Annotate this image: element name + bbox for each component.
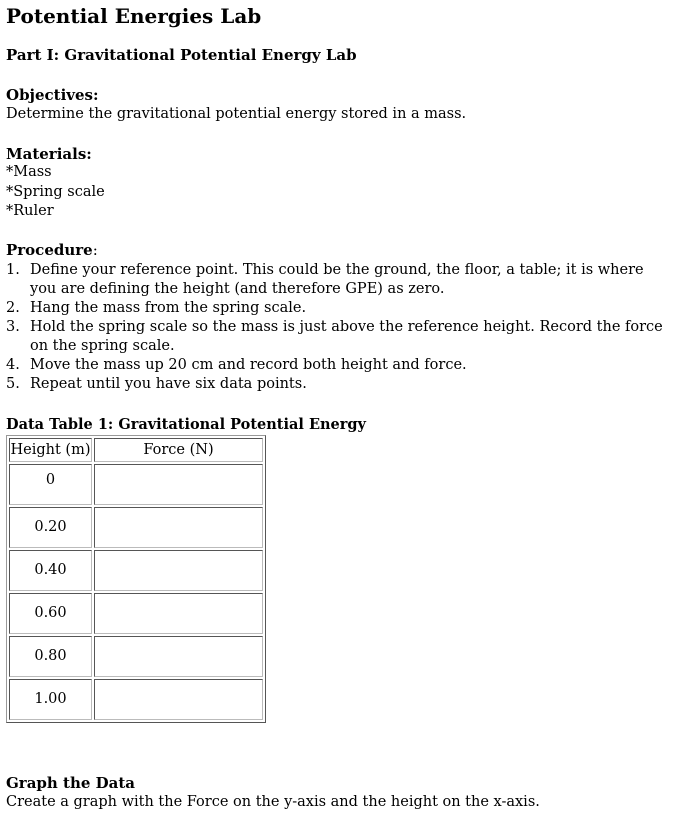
procedure-list xyxy=(6,261,674,394)
step-text: Hang the mass from the spring scale. xyxy=(30,300,307,316)
materials-heading: Materials: xyxy=(6,145,92,163)
part1-heading: Part I: Gravitational Potential Energy Lab xyxy=(6,46,357,64)
procedure-heading-label: Procedure xyxy=(6,241,93,259)
height-cell: 0 xyxy=(9,464,92,505)
procedure-step xyxy=(6,375,674,394)
table-row xyxy=(9,507,263,548)
procedure-heading xyxy=(6,241,98,260)
procedure-step xyxy=(6,261,674,299)
objectives-text: Determine the gravitational potential energy stored in a mass. xyxy=(6,106,467,122)
force-cell[interactable] xyxy=(94,507,263,548)
table-row xyxy=(9,636,263,677)
step-text: Define your reference point. This could be the ground, the floor, a table; it is where you are defining the height (and therefore GPE) as zero. xyxy=(30,262,644,297)
force-cell[interactable] xyxy=(94,550,263,591)
force-cell[interactable] xyxy=(94,679,263,720)
table-row xyxy=(9,679,263,720)
procedure-heading-colon: : xyxy=(92,241,98,259)
column-header-height: Height (m) xyxy=(9,438,92,462)
page-title: Potential Energies Lab xyxy=(6,4,262,28)
table-row xyxy=(9,550,263,591)
step-number: 1. xyxy=(6,262,20,278)
graph-heading: Graph the Data xyxy=(6,774,136,792)
step-number: 3. xyxy=(6,319,20,335)
height-cell: 0.80 xyxy=(9,636,92,677)
height-cell: 1.00 xyxy=(9,679,92,720)
force-cell[interactable] xyxy=(94,464,263,505)
material-item: *Ruler xyxy=(6,203,54,219)
procedure-step xyxy=(6,318,674,356)
force-cell[interactable] xyxy=(94,593,263,634)
step-text: Repeat until you have six data points. xyxy=(30,376,307,392)
procedure-step xyxy=(6,356,674,375)
graph-text: Create a graph with the Force on the y-axis and the height on the x-axis. xyxy=(6,794,540,810)
step-number: 4. xyxy=(6,357,20,373)
step-number: 2. xyxy=(6,300,20,316)
height-cell: 0.20 xyxy=(9,507,92,548)
table-header-row xyxy=(9,438,263,462)
table-row xyxy=(9,464,263,505)
height-cell: 0.40 xyxy=(9,550,92,591)
procedure-step xyxy=(6,299,674,318)
column-header-force: Force (N) xyxy=(94,438,263,462)
data-table xyxy=(6,435,266,723)
step-text: Move the mass up 20 cm and record both height and force. xyxy=(30,357,467,373)
table-row xyxy=(9,593,263,634)
height-cell: 0.60 xyxy=(9,593,92,634)
materials-list xyxy=(6,163,105,222)
objectives-heading: Objectives: xyxy=(6,86,99,104)
material-item: *Mass xyxy=(6,164,52,180)
table-caption: Data Table 1: Gravitational Potential Energy xyxy=(6,416,366,433)
force-cell[interactable] xyxy=(94,636,263,677)
step-text: Hold the spring scale so the mass is just above the reference height. Record the force on the spring scale. xyxy=(30,319,663,354)
step-number: 5. xyxy=(6,376,20,392)
material-item: *Spring scale xyxy=(6,183,105,200)
